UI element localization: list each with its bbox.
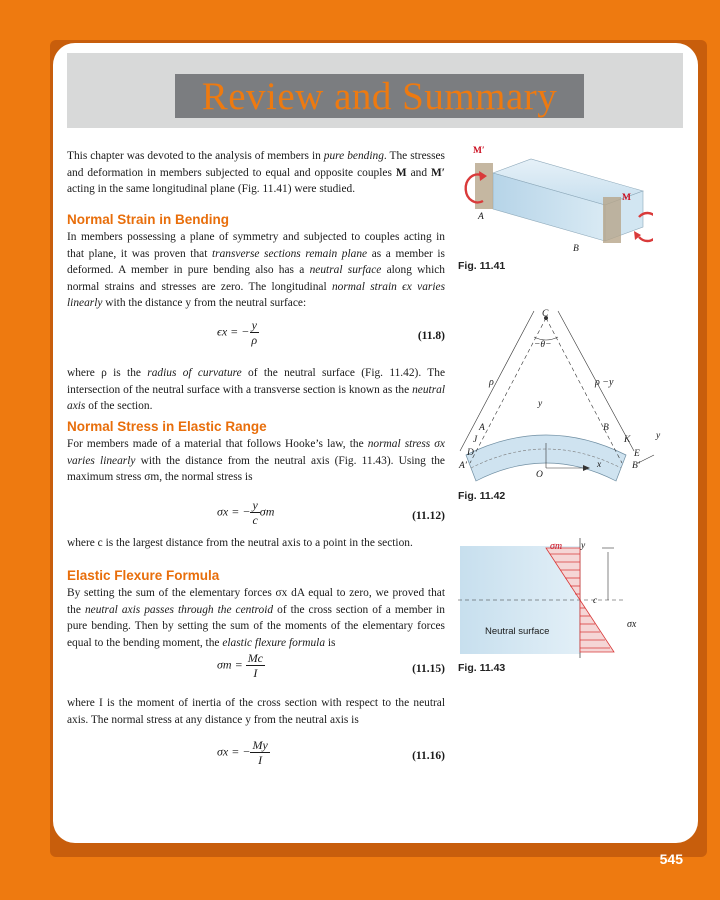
fig2-label-rho-y: ρ −y <box>595 377 614 388</box>
fig3-label-sigma-m: σm <box>550 541 563 552</box>
title-box <box>175 74 584 118</box>
fig2-label-c: C <box>542 309 549 319</box>
figure-11-41-caption: Fig. 11.41 <box>458 260 506 272</box>
fig2-label-d: D <box>467 448 474 458</box>
fig2-label-y-axis: y <box>538 399 543 409</box>
page-title: Review and Summary <box>201 74 558 118</box>
page-card <box>53 43 698 843</box>
largest-distance-text: where c is the largest distance from the neutral axis to a point in the section. <box>67 537 413 549</box>
page-number: 545 <box>659 851 683 867</box>
fig2-label-x: x <box>597 460 602 470</box>
heading-normal-strain: Normal Strain in Bending <box>67 212 230 227</box>
fig3-label-sigma-x: σx <box>627 619 637 630</box>
figure-11-43-caption: Fig. 11.43 <box>458 662 506 674</box>
equation-11-8: ϵx = − $\frac{y}{\rho}$ (11.8) <box>217 318 445 347</box>
fig3-label-neutral-surface: Neutral surface <box>485 626 550 637</box>
fig2-label-k: K <box>624 435 631 445</box>
fig2-label-a-prime: A′ <box>459 461 467 471</box>
equation-11-12: σx = − $\frac{y}{c}$ σm (11.12) <box>217 498 445 527</box>
fig1-label-m: M <box>622 193 631 203</box>
moment-inertia-paragraph: where I is the moment of inertia of the cross section with respect to the neutral axis. The normal stress at any distance y from the neutral axis is <box>67 697 445 726</box>
fig2-label-theta: −θ− <box>534 340 552 350</box>
fig3-label-y: y <box>581 541 586 551</box>
fig2-label-rho: ρ <box>489 377 494 388</box>
fig2-label-e: E <box>634 449 640 459</box>
intro-paragraph: This chapter was devoted to the analysis of members in pure bending. The stresses and deformation in members subjected to equal and opposite couples M and M′ acting in the same longitudinal plane (Fig. 11.41) were studied. <box>67 150 445 196</box>
fig2-label-y-right: y <box>656 431 661 441</box>
fig1-label-m-prime: M′ <box>473 146 485 156</box>
equation-11-16: σx = − $\frac{My}{I}$ (11.16) <box>217 738 445 767</box>
fig2-label-b: B <box>603 423 609 433</box>
fig2-label-j: J <box>473 435 478 445</box>
normal-strain-paragraph: In members possessing a plane of symmetry and subjected to couples acting in that plane, it was proven that transverse sections remain plane as a member is deformed. A member in pure bending also has a neutral surface along which normal strains and stresses are zero. The longitudinal normal strain ϵx varies linearly with the distance y from the neutral surface: <box>67 231 445 310</box>
title-band <box>67 53 683 128</box>
normal-stress-paragraph: For members made of a material that follows Hooke’s law, the normal stress σx varies linearly with the distance from the neutral axis (Fig. 11.43). Using the maximum stress σm, the normal stress is <box>67 438 445 484</box>
fig1-label-a: A <box>478 212 484 222</box>
heading-flexure-formula: Elastic Flexure Formula <box>67 568 220 583</box>
fig2-label-o: O <box>536 470 543 480</box>
fig2-label-a: A <box>479 423 485 433</box>
heading-normal-stress: Normal Stress in Elastic Range <box>67 419 267 434</box>
radius-paragraph: where ρ is the radius of curvature of the neutral surface (Fig. 11.42). The intersection of the neutral surface with a transverse section is known as the neutral axis of the section. <box>67 367 445 413</box>
equation-11-15: σm = $\frac{Mc}{I}$ (11.15) <box>217 651 445 680</box>
fig1-label-b: B <box>573 244 579 254</box>
figure-11-42-caption: Fig. 11.42 <box>458 490 506 502</box>
fig3-label-c: c <box>593 596 598 606</box>
figure-11-43-diagram <box>458 538 658 658</box>
figure-11-42-diagram <box>458 303 688 488</box>
flexure-paragraph: By setting the sum of the elementary forces σx dA equal to zero, we proved that the neutral axis passes through the centroid of the cross section of a member in pure bending. Then by setting the sum of the moments of the elementary forces equal to the bending moment, the elastic flexure formula is <box>67 587 446 649</box>
fig2-label-b-prime: B′ <box>632 461 640 471</box>
